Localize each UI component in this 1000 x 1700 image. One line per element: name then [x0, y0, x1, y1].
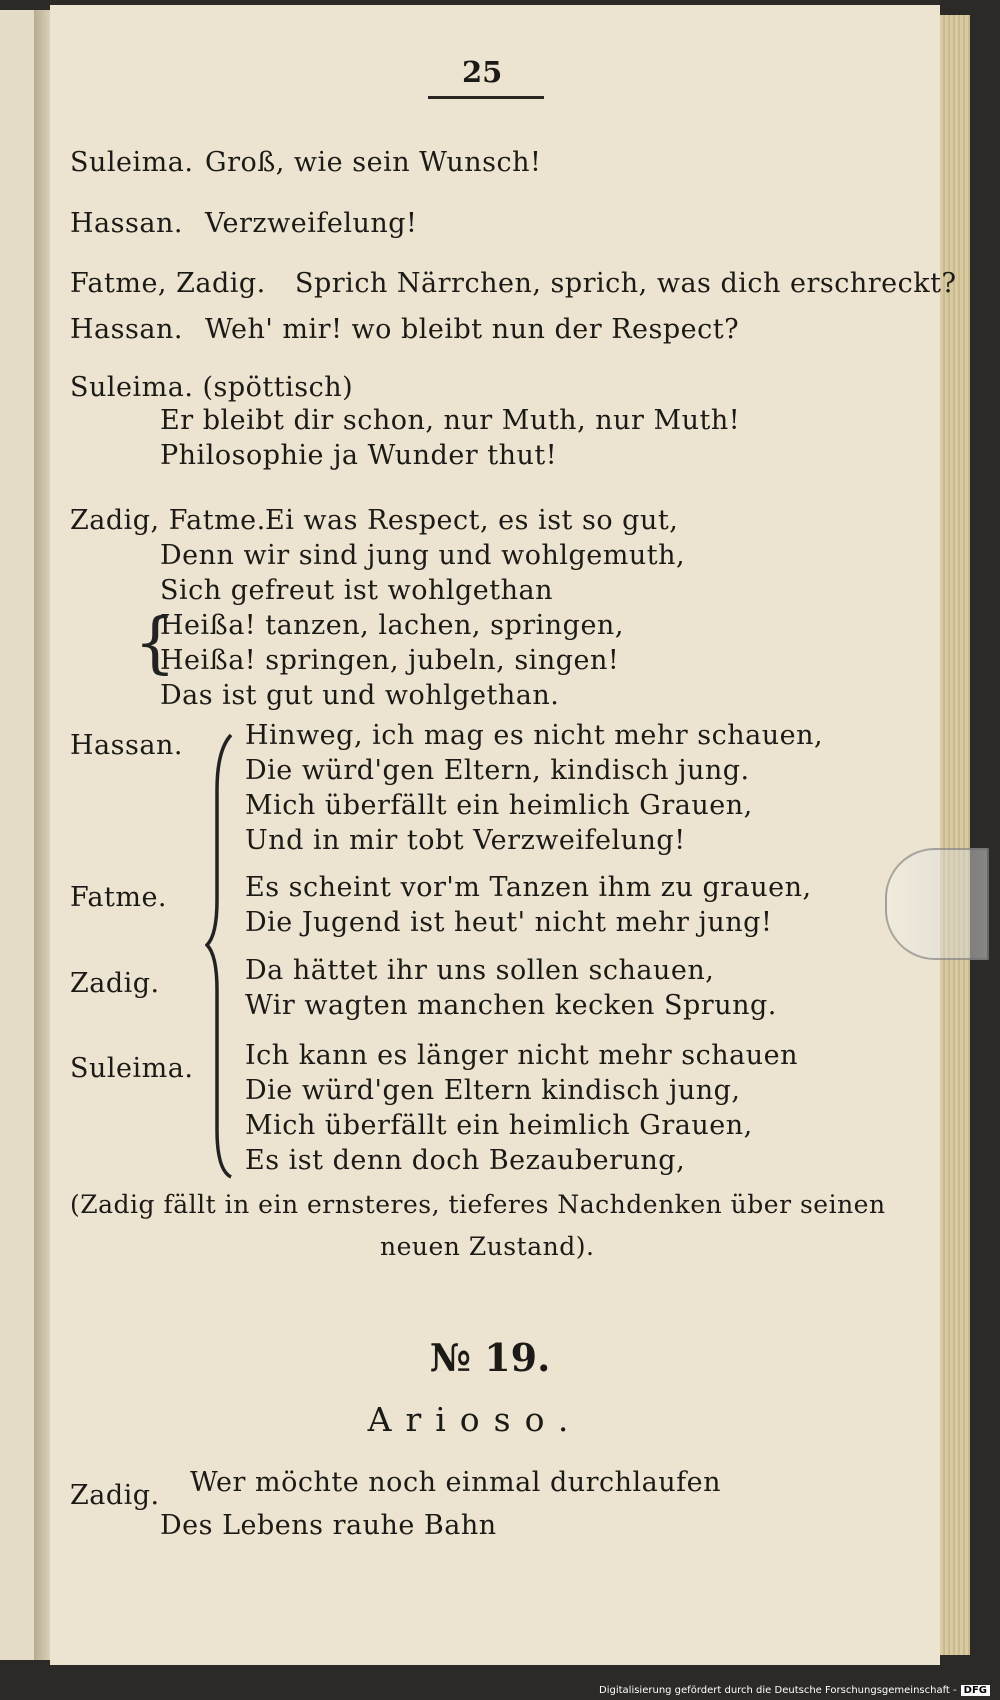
dfg-logo: DFG — [961, 1685, 990, 1696]
verse-line: Und in mir tobt Verzweifelung! — [245, 825, 686, 856]
verse-line: Die würd'gen Eltern, kindisch jung. — [245, 755, 750, 786]
verse-line: Groß, wie sein Wunsch! — [205, 147, 542, 178]
section-title: Arioso. — [367, 1400, 583, 1439]
speaker-label: Zadig, Fatme. — [70, 505, 266, 536]
curly-brace: { — [134, 604, 176, 681]
verse-line: Die würd'gen Eltern kindisch jung, — [245, 1075, 741, 1106]
verse-line: Wer möchte noch einmal durchlaufen — [190, 1467, 722, 1498]
verse-line: Mich überfällt ein heimlich Grauen, — [245, 790, 753, 821]
verse-line: Die Jugend ist heut' nicht mehr jung! — [245, 907, 773, 938]
speaker-label: Fatme. — [70, 882, 168, 913]
verse-line: Wir wagten manchen kecken Sprung. — [245, 990, 777, 1021]
verse-line: Verzweifelung! — [205, 208, 418, 239]
verse-line: Es ist denn doch Bezauberung, — [245, 1145, 686, 1176]
verse-line: Es scheint vor'm Tanzen ihm zu grauen, — [245, 872, 812, 903]
speaker-label: Hassan. — [70, 314, 183, 345]
verse-line: Mich überfällt ein heimlich Grauen, — [245, 1110, 753, 1141]
speaker-label: Suleima. (spöttisch) — [70, 372, 354, 403]
number-heading: № 19. — [429, 1335, 551, 1380]
speaker-label: Zadig. — [70, 968, 160, 999]
footer-text: Digitalisierung gefördert durch die Deutsche Forschungsgemeinschaft - — [599, 1685, 957, 1696]
verse-line: Heißa! springen, jubeln, singen! — [160, 645, 620, 676]
speaker-label: Zadig. — [70, 1480, 160, 1511]
verse-line: Ich kann es länger nicht mehr schauen — [245, 1040, 799, 1071]
verse-line: Er bleibt dir schon, nur Muth, nur Muth! — [160, 405, 741, 436]
ensemble-brace — [205, 730, 245, 1180]
verse-line: Philosophie ja Wunder thut! — [160, 440, 558, 471]
verse-line: Denn wir sind jung und wohlgemuth, — [160, 540, 686, 571]
verse-line: Heißa! tanzen, lachen, springen, — [160, 610, 624, 641]
footer-credit — [599, 1685, 990, 1696]
speaker-label: Hassan. — [70, 730, 183, 761]
page-number: 25 — [462, 55, 503, 89]
verse-line: Da hättet ihr uns sollen schauen, — [245, 955, 715, 986]
verse-line: Sprich Närrchen, sprich, was dich erschreckt? — [295, 268, 957, 299]
speaker-label: Suleima. — [70, 1053, 194, 1084]
page-clip — [885, 848, 989, 960]
verse-line: Hinweg, ich mag es nicht mehr schauen, — [245, 720, 824, 751]
page-number-rule — [428, 96, 544, 99]
stage-direction: (Zadig fällt in ein ernsteres, tieferes Nachdenken über seinen — [70, 1190, 886, 1219]
stage-direction: neuen Zustand). — [380, 1232, 595, 1261]
verse-line: Weh' mir! wo bleibt nun der Respect? — [205, 314, 740, 345]
verse-line: Ei was Respect, es ist so gut, — [265, 505, 679, 536]
verse-line: Sich gefreut ist wohlgethan — [160, 575, 553, 606]
speaker-label: Hassan. — [70, 208, 183, 239]
verse-line: Des Lebens rauhe Bahn — [160, 1510, 497, 1541]
speaker-label: Fatme, Zadig. — [70, 268, 266, 299]
verse-line: Das ist gut und wohlgethan. — [160, 680, 560, 711]
speaker-label: Suleima. — [70, 147, 194, 178]
